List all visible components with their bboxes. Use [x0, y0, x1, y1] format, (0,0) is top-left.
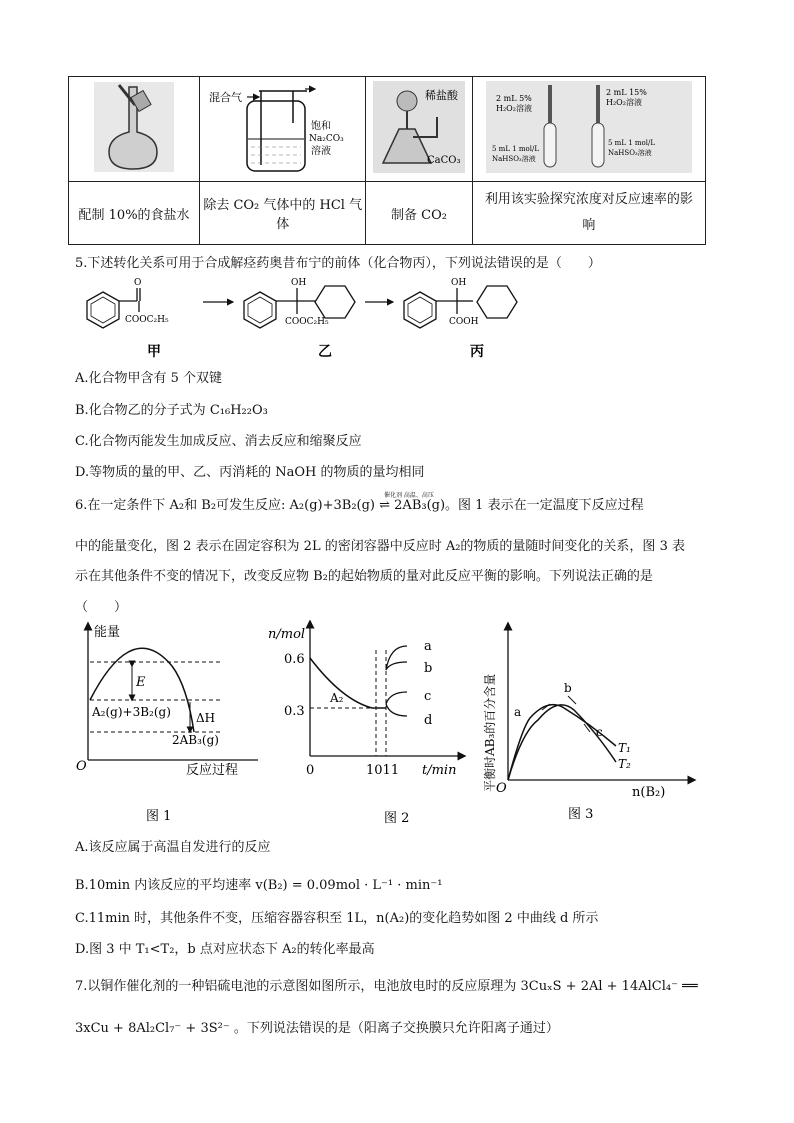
fig1-product-label: 2AB₃(g): [172, 733, 219, 747]
image-cell-flask: [366, 77, 472, 182]
fig3-origin: O: [496, 781, 507, 796]
tube2-nahso3-vol: 5 mL 1 mol/L: [607, 139, 655, 147]
figure-3-equilibrium: [478, 620, 698, 825]
fig2-a2-curve: [310, 658, 386, 708]
fig1-dh-label: ΔH: [196, 711, 216, 725]
fig3-point-b: b: [564, 681, 572, 695]
fig2-ylabel: n/mol: [268, 627, 306, 642]
fig2-y-tick-03: 0.3: [284, 704, 305, 719]
acid-label-3: COOH: [449, 317, 479, 327]
tube1-nahso3-label: NaHSO₃溶液: [491, 155, 536, 163]
q7-stem-line1: 7.以铜作催化剂的一种铝硫电池的示意图如图所示，电池放电时的反应原理为 3CuₓS + 2Al + 14AlCl₄⁻ ══: [75, 979, 698, 994]
test-tubes-image: [484, 77, 694, 177]
fig2-x-tick-1011: 1011: [366, 763, 400, 778]
tube2-h2o2-label: H₂O₂溶液: [605, 98, 642, 107]
fig1-energy-curve: [90, 648, 194, 732]
tube1-nahso3-vol: 5 mL 1 mol/L: [491, 145, 539, 153]
solution-label: 溶液: [310, 146, 331, 157]
na2co3-label: Na₂CO₃: [308, 134, 344, 144]
tube2-nahso3-label: NaHSO₃溶液: [607, 149, 652, 157]
fig2-x-tick-0: 0: [306, 763, 315, 778]
carbonyl-o-label: O: [134, 278, 142, 288]
q5-stem: 5.下述转化关系可用于合成解痉药奥昔布宁的前体（化合物丙），下列说法错误的是（ ）: [75, 256, 601, 271]
hydroxyl-label-2: OH: [291, 278, 307, 288]
hydroxyl-label-3: OH: [451, 278, 467, 288]
q6-option-a: A.该反应属于高温自发进行的反应: [75, 840, 271, 855]
fig2-curve-c: c: [424, 689, 432, 704]
caption-prepare-co2: 制备 CO₂: [366, 182, 472, 245]
image-cell-wash-bottle: [200, 77, 366, 182]
fig3-t1-label: T₁: [618, 741, 631, 755]
figure-2-a2-vs-time: [262, 620, 468, 830]
fig1-e-label: E: [136, 675, 146, 690]
mixed-gas-label: 混合气: [208, 91, 242, 104]
tube2-vol-label: 2 mL 15%: [605, 88, 647, 97]
gas-wash-bottle-image: [203, 77, 363, 177]
fig2-series-label: A₂: [330, 691, 344, 705]
co2-generator-image: [369, 77, 469, 177]
fig2-caption: 图 2: [384, 811, 410, 826]
cyclohexane-ring-3: [477, 286, 517, 318]
q7-stem-line2: 3xCu + 8Al₂Cl₇⁻ + 3S²⁻ 。下列说法错误的是（阳离子交换膜只允许阳离子通过）: [75, 1021, 559, 1036]
fig2-curve-a: a: [424, 639, 432, 654]
figure-1-energy-diagram: [72, 620, 262, 825]
saturated-label: 饱和: [310, 121, 331, 132]
fig3-xlabel: n(B₂): [632, 785, 666, 800]
q6-option-d: D.图 3 中 T₁<T₂，b 点对应状态下 A₂的转化率最高: [75, 942, 375, 957]
fig1-xlabel: 反应过程: [186, 763, 239, 778]
fig3-caption: 图 3: [568, 807, 594, 822]
ester-label-1: COOC₂H₅: [125, 315, 169, 325]
fig1-reactants-label: A₂(g)+3B₂(g): [92, 705, 171, 719]
fig1-origin: O: [76, 759, 87, 774]
fig3-curve-t1: [508, 705, 616, 780]
dilute-hcl-label: 稀盐酸: [424, 89, 458, 102]
fig3-curve-t2: [508, 705, 616, 780]
fig3-point-a: a: [514, 705, 522, 719]
fig1-ylabel: 能量: [94, 625, 121, 640]
fig2-xlabel: t/min: [422, 763, 457, 778]
caco3-label: CaCO₃: [426, 155, 461, 166]
q6-reaction-conditions: 催化剂 高温、高压: [384, 492, 434, 499]
q6-stem-line4: （ ）: [75, 600, 128, 615]
fig2-curve-b: b: [424, 661, 433, 676]
image-cell-test-tubes: [472, 77, 705, 182]
image-cell-volumetric: [69, 77, 200, 182]
cyclohexane-ring-2: [315, 286, 355, 318]
compound-bing-label: 丙: [470, 344, 484, 360]
q5-option-a: A.化合物甲含有 5 个双键: [75, 371, 223, 386]
q5-option-d: D.等物质的量的甲、乙、丙消耗的 NaOH 的物质的量均相同: [75, 465, 425, 480]
caption-saline: 配制 10%的食盐水: [69, 182, 200, 245]
q5-option-c: C.化合物丙能发生加成反应、消去反应和缩聚反应: [75, 434, 362, 449]
caption-remove-hcl: 除去 CO₂ 气体中的 HCl 气体: [200, 182, 366, 245]
q5-reaction-scheme: [75, 272, 535, 364]
q6-stem-line3: 示在其他条件不变的情况下，改变反应物 B₂的起始物质的量对此反应平衡的影响。下列说法正确的是: [75, 569, 653, 584]
q6-option-b: B.10min 内该反应的平均速率 v(B₂) = 0.09mol · L⁻¹ · min⁻¹: [75, 878, 443, 893]
fig1-caption: 图 1: [146, 809, 172, 824]
experiment-table: [68, 76, 706, 245]
fig2-y-tick-06: 0.6: [284, 652, 305, 667]
fig3-t2-label: T₂: [618, 757, 631, 771]
tube1-h2o2-label: H₂O₂溶液: [495, 104, 532, 113]
q6-stem-line1: 6.在一定条件下 A₂和 B₂可发生反应: A₂(g)+3B₂(g) ⇌ 2AB₃(g)。图 1 表示在一定温度下反应过程: [75, 498, 644, 513]
fig3-ylabel: 平衡时AB₃的百分含量: [483, 673, 497, 792]
fig3-point-c: c: [596, 725, 603, 739]
caption-rate-experiment: 利用该实验探究浓度对反应速率的影响: [472, 182, 705, 245]
fig2-curve-d: d: [424, 713, 433, 728]
q6-stem-line2: 中的能量变化，图 2 表示在固定容积为 2L 的密闭容器中反应时 A₂的物质的量随时间变化的关系，图 3 表: [75, 539, 685, 554]
q6-option-c: C.11min 时，其他条件不变，压缩容器容积至 1L，n(A₂)的变化趋势如图 2 中曲线 d 所示: [75, 911, 599, 926]
compound-yi-label: 乙: [318, 344, 332, 360]
tube1-vol-label: 2 mL 5%: [495, 94, 532, 103]
q5-option-b: B.化合物乙的分子式为 C₁₆H₂₂O₃: [75, 403, 268, 418]
compound-jia-label: 甲: [147, 344, 161, 360]
ester-label-2: COOC₂H₅: [285, 317, 329, 327]
volumetric-flask-image: [89, 77, 179, 177]
